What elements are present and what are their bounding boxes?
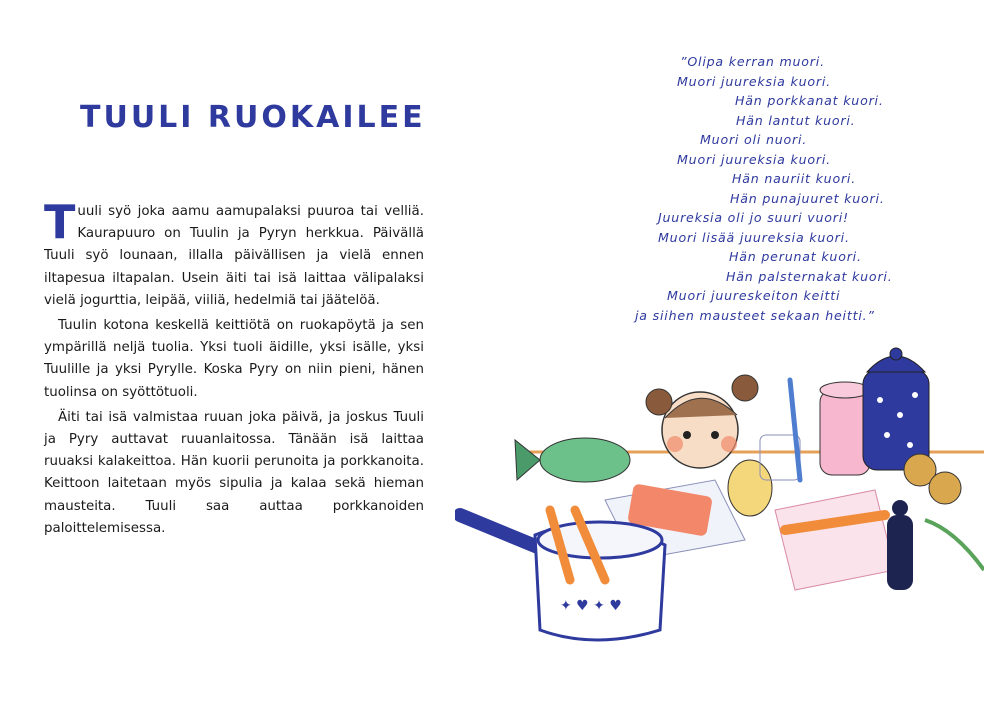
paragraph-2: Tuulin kotona keskellä keittiötä on ruokapöytä ja sen ympärillä neljä tuolia. Yksi tuoli äidille, yksi isälle, yksi Tuulille ja yksi Pyrylle. Koska Pyry on niin pieni, hänen tuolinsa on syöttötuoli.: [44, 318, 424, 400]
poem-line: Hän lantut kuori.: [736, 112, 856, 128]
poem-line: Hän porkkanat kuori.: [735, 93, 884, 108]
svg-text:✦ ♥ ✦ ♥: ✦ ♥ ✦ ♥: [560, 598, 622, 614]
poem-line: Muori lisää juureksia kuori.: [658, 229, 850, 245]
onion-illustration: [728, 460, 772, 516]
story-text: [44, 195, 424, 543]
napkin-illustration: [775, 490, 895, 590]
kitchen-illustration: [455, 340, 984, 660]
fish-illustration: [515, 438, 630, 482]
potato-illustration: [929, 472, 961, 504]
poem-line: Hän punajuuret kuori.: [730, 190, 885, 206]
spoon-illustration: [790, 380, 800, 480]
poem-line: Muori juureskeiton keitti: [667, 288, 841, 303]
poem-line: ”Olipa kerran muori.: [680, 54, 825, 69]
poem-line: ja siihen mausteet sekaan heitti.”: [635, 307, 875, 323]
paragraph-1: [44, 195, 424, 312]
pepper-grinder-illustration: [887, 500, 913, 590]
blue-jar-illustration: [863, 348, 929, 470]
paragraph-1-text: uuli syö joka aamu aamupalaksi puuroa tai velliä. Kaurapuuro on Tuulin ja Pyryn herkkua. Päivällä Tuuli syö lounaan, illalla päivällisen ja vielä ennen iltapesua iltapalan. Usein äiti tai isä laittaa välipalaksi vielä jogurttia, leipää, viiliä, hedelmiä tai jäätelöä.: [44, 204, 424, 308]
poem-line: Muori juureksia kuori.: [677, 151, 831, 167]
paragraph-3: Äiti tai isä valmistaa ruuan joka päivä, ja joskus Tuuli ja Pyry auttavat ruuanlaitossa. Tänään isä laittaa ruuaksi kalakeittoa. Hän kuorii perunoita ja porkkanoita. Keittoon laitetaan myös sipulia ja kalaa sekä hieman mausteita. Tuuli saa auttaa porkkanoiden paloittelemisessa.: [44, 409, 424, 536]
poem-line: Hän palsternakat kuori.: [726, 268, 893, 284]
pot-illustration: [460, 510, 665, 640]
drop-cap: T: [44, 195, 76, 249]
poem-line: Juureksia oli jo suuri vuori!: [658, 210, 849, 225]
girl-illustration: [646, 375, 758, 468]
page-title: TUULI RUOKAILEE: [80, 100, 426, 135]
poem-line: Muori oli nuori.: [700, 132, 808, 147]
poem-line: Hän perunat kuori.: [729, 249, 862, 264]
poem-line: Muori juureksia kuori.: [677, 73, 831, 89]
herb-illustration: [925, 520, 984, 570]
poem-line: Hän nauriit kuori.: [732, 171, 857, 186]
